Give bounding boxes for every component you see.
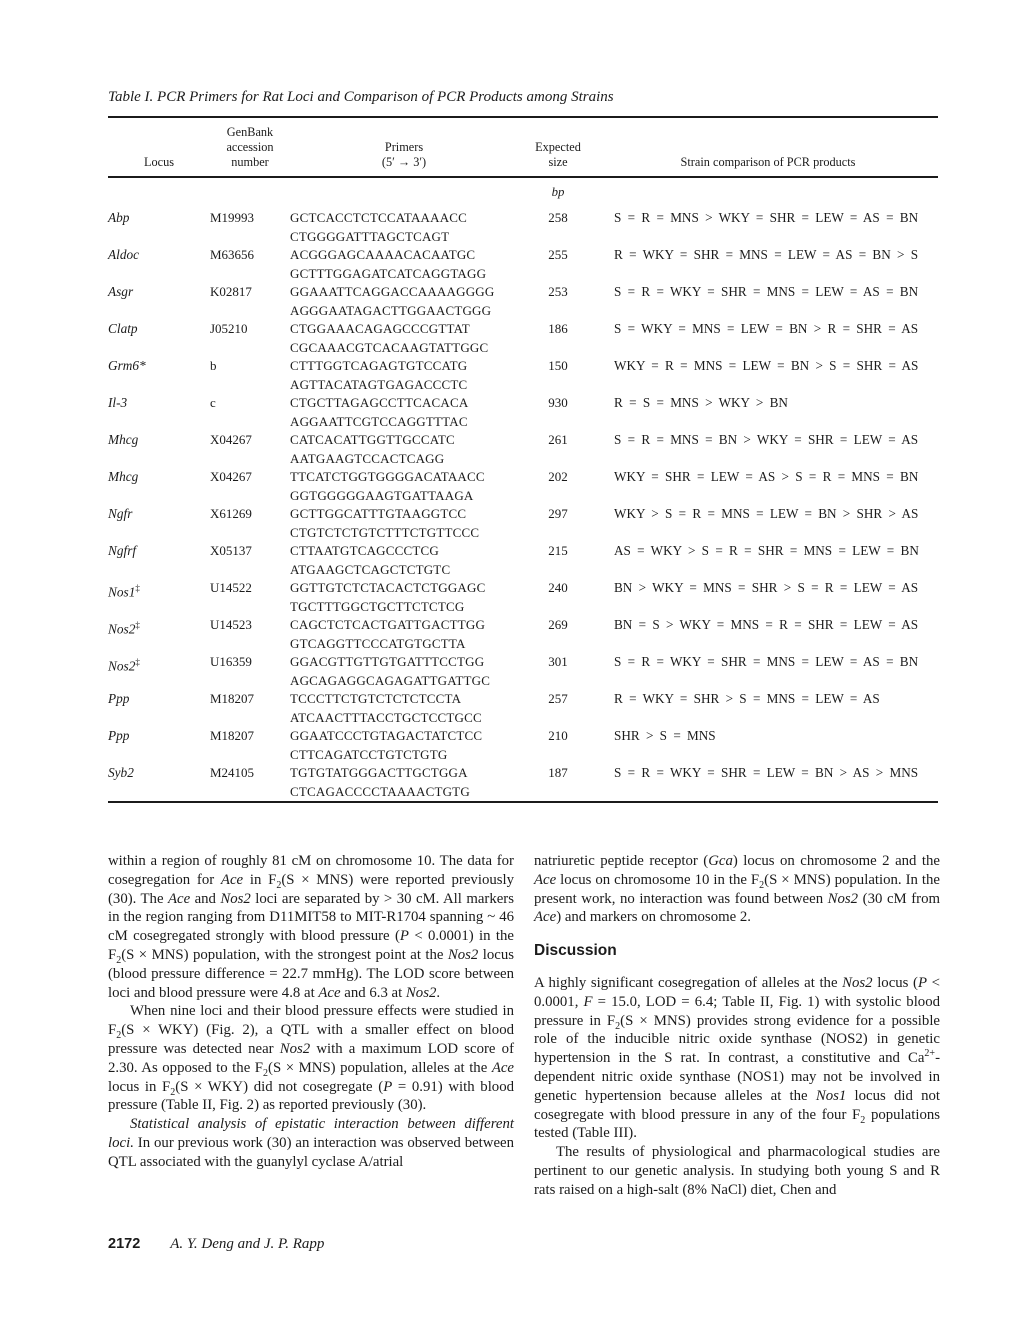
comparison-cell: S = R = WKY = SHR = MNS = LEW = AS = BN xyxy=(614,654,919,669)
primers-cell: GCTTGGCATTTGTAAGGTCC CTGTCTCTGTCTTTCTGTTCCC xyxy=(290,506,480,540)
primers-cell: TGTGTATGGGACTTGCTGGA CTCAGACCCCTAAAACTGTG xyxy=(290,765,470,799)
locus-cell: Ppp xyxy=(108,691,130,706)
primers-cell: CTGCTTAGAGCCTTCACACA AGGAATTCGTCCAGGTTTAC xyxy=(290,395,469,429)
primers-cell: GGAAATTCAGGACCAAAAGGGG AGGGAATAGACTTGGAACTGGG xyxy=(290,284,495,318)
accession-cell: M18207 xyxy=(210,728,255,743)
table-row xyxy=(108,468,938,505)
paragraph: natriuretic peptide receptor (Gca) locus on chromosome 2 and the Ace locus on chromosome 10 in the $F_2(S \times MNS)$ population. In the present work, no interaction was found between Nos2 (30 cM from Ace) and markers on chromosome 2. xyxy=(534,853,940,926)
comparison-cell: R = WKY = SHR = MNS = LEW = AS = BN > S xyxy=(614,247,919,262)
column-header-locus: Locus xyxy=(143,155,175,169)
primers-cell: GGTTGTCTCTACACTCTGGAGC TGCTTTGGCTGCTTCTCTCG xyxy=(290,580,486,614)
paragraph: within a region of roughly 81 cM on chromosome 10. The data for cosegregation for Ace in $F_2(S \times MNS)$ were reported previously (30). The Ace and Nos2 loci are separated by > 30 cM. All markers in the region ranging from D11MIT58 to MIT-R1704 spanning ~ 46 cM cosegregated strongly with blood pressure (P < 0.0001) in the $F_2(S \times MNS)$ population, with the strongest point at the Nos2 locus (blood pressure difference = 22.7 mmHg). The LOD score between loci and blood pressure were 4.8 at Ace and 6.3 at Nos2. xyxy=(108,853,515,1001)
primers-cell: CTTAATGTCAGCCCTCG ATGAAGCTCAGCTCTGTC xyxy=(290,543,451,577)
comparison-cell: S = R = MNS = BN > WKY = SHR = LEW = AS xyxy=(614,432,919,447)
comparison-cell: WKY > S = R = MNS = LEW = BN > SHR > AS xyxy=(614,506,919,521)
locus-cell: Ppp xyxy=(108,728,130,743)
locus-cell: Clatp xyxy=(108,321,138,336)
locus-cell: Syb2 xyxy=(108,765,134,780)
comparison-cell: BN > WKY = MNS = SHR > S = R = LEW = AS xyxy=(614,580,919,595)
locus-cell: Grm6* xyxy=(108,358,146,373)
comparison-cell: WKY = R = MNS = LEW = BN > S = SHR = AS xyxy=(614,358,919,373)
size-cell: 150 xyxy=(548,358,568,373)
size-cell: 258 xyxy=(548,210,568,225)
accession-cell: b xyxy=(210,358,217,373)
accession-cell: X04267 xyxy=(210,469,252,484)
accession-cell: c xyxy=(210,395,216,410)
primers-cell: CTGGAAACAGAGCCCGTTAT CGCAAACGTCACAAGTATTGGC xyxy=(290,321,489,355)
primers-cell: TTCATCTGGTGGGGACATAACC GGTGGGGGAAGTGATTAAGA xyxy=(290,469,485,503)
locus-cell: Il-3 xyxy=(108,395,128,410)
size-cell: 261 xyxy=(548,432,568,447)
page-footer xyxy=(108,1236,324,1253)
page-number: 2172 xyxy=(108,1236,141,1252)
locus-cell: Mhcg xyxy=(108,432,139,447)
paragraph: A highly significant cosegregation of alleles at the Nos2 locus (P < 0.0001, F = 15.0, LOD = 6.4; Table II, Fig. 1) with systolic blood pressure in $F_2(S \times MNS)$ provides strong evidence for a possible role of the inducible nitric oxide synthase (NOS2) in genetic hypertension in the S rat. In contrast, a constitutive and $Ca^{2+}$-dependent nitric oxide synthase (NOS1) may not be involved in genetic hypertension because alleles at the Nos1 locus did not cosegregate with blood pressure in any of the four $F_2$ populations tested (Table III). xyxy=(534,974,940,1142)
comparison-cell: R = S = MNS > WKY > BN xyxy=(614,395,788,410)
primers-cell: ACGGGAGCAAAACACAATGC GCTTTGGAGATCATCAGGTAGG xyxy=(290,247,487,281)
primers-cell: GCTCACCTCTCCATAAAACC CTGGGGATTTAGCTCAGT xyxy=(290,210,468,244)
table-row xyxy=(108,246,938,283)
accession-cell: U14523 xyxy=(210,617,252,632)
accession-cell: U14522 xyxy=(210,580,252,595)
comparison-cell: S = WKY = MNS = LEW = BN > R = SHR = AS xyxy=(614,321,919,336)
size-cell: 240 xyxy=(548,580,568,595)
table-header-row xyxy=(108,118,938,176)
comparison-cell: AS = WKY > S = R = SHR = MNS = LEW = BN xyxy=(614,543,919,558)
table-row xyxy=(108,505,938,542)
body-column-left xyxy=(108,852,514,1172)
comparison-cell: BN = S > WKY = MNS = R = SHR = LEW = AS xyxy=(614,617,919,632)
section-heading: Discussion xyxy=(534,942,617,960)
size-cell: 297 xyxy=(548,506,568,521)
accession-cell: M19993 xyxy=(210,210,255,225)
table-row xyxy=(108,209,938,246)
primers-cell: CAGCTCTCACTGATTGACTTGG GTCAGGTTCCCATGTGCTTA xyxy=(290,617,486,651)
size-cell: 187 xyxy=(548,765,568,780)
size-cell: 202 xyxy=(548,469,568,484)
accession-cell: K02817 xyxy=(210,284,252,299)
table-row xyxy=(108,764,938,801)
locus-cell: Ngfr xyxy=(108,506,133,521)
unit-row xyxy=(108,178,938,209)
table-body xyxy=(108,209,938,801)
accession-cell: X04267 xyxy=(210,432,252,447)
locus-cell: Nos1‡ xyxy=(108,583,140,600)
table-row xyxy=(108,283,938,320)
locus-cell: Ngfrf xyxy=(108,543,137,558)
table-row xyxy=(108,357,938,394)
primers-cell: CTTTGGTCAGAGTGTCCATG AGTTACATAGTGAGACCCTC xyxy=(290,358,468,392)
table-row xyxy=(108,431,938,468)
accession-cell: M24105 xyxy=(210,765,255,780)
comparison-cell: WKY = SHR = LEW = AS > S = R = MNS = BN xyxy=(614,469,919,484)
comparison-cell: S = R = WKY = SHR = MNS = LEW = AS = BN xyxy=(614,284,919,299)
locus-cell: Abp xyxy=(108,210,130,225)
table-1 xyxy=(108,88,938,803)
running-authors: A. Y. Deng and J. P. Rapp xyxy=(170,1236,325,1252)
size-cell: 301 xyxy=(548,654,568,669)
unit-label: bp xyxy=(551,185,565,199)
size-cell: 215 xyxy=(548,543,568,558)
accession-cell: X05137 xyxy=(210,543,252,558)
comparison-cell: R = WKY = SHR > S = MNS = LEW = AS xyxy=(614,691,880,706)
paragraph: Statistical analysis of epistatic interaction between different loci. In our previous work (30) an interaction was observed between QTL associated with the guanylyl cyclase A/atrial xyxy=(108,1116,514,1170)
locus-cell: Nos2‡ xyxy=(108,657,140,674)
paragraph: The results of physiological and pharmacological studies are pertinent to our genetic analysis. In studying both young S and R rats raised on a high-salt (8% NaCl) diet, Chen and xyxy=(534,1144,940,1198)
column-header-size: Expected size xyxy=(535,140,581,169)
locus-cell: Aldoc xyxy=(108,247,140,262)
size-cell: 269 xyxy=(548,617,568,632)
size-cell: 253 xyxy=(548,284,568,299)
body-column-right xyxy=(534,852,940,1200)
accession-cell: J05210 xyxy=(210,321,248,336)
table-row xyxy=(108,653,938,690)
comparison-cell: S = R = WKY = SHR = LEW = BN > AS > MNS xyxy=(614,765,919,780)
size-cell: 186 xyxy=(548,321,568,336)
table-row xyxy=(108,320,938,357)
table-row xyxy=(108,394,938,431)
table-row xyxy=(108,542,938,579)
column-header-accession: GenBank accession number xyxy=(226,125,274,169)
primers-cell: TCCCTTCTGTCTCTCTCCTA ATCAACTTTACCTGCTCCTGCC xyxy=(290,691,482,725)
primers-cell: GGAATCCCTGTAGACTATCTCC CTTCAGATCCTGTCTGTG xyxy=(290,728,483,762)
locus-cell: Asgr xyxy=(108,284,134,299)
size-cell: 257 xyxy=(548,691,568,706)
accession-cell: X61269 xyxy=(210,506,252,521)
size-cell: 255 xyxy=(548,247,568,262)
size-cell: 210 xyxy=(548,728,568,743)
primers-cell: GGACGTTGTTGTGATTTCCTGG AGCAGAGGCAGAGATTGATTGC xyxy=(290,654,491,688)
table-row xyxy=(108,579,938,616)
table-row xyxy=(108,690,938,727)
table-row xyxy=(108,727,938,764)
table-caption: Table I. PCR Primers for Rat Loci and Comparison of PCR Products among Strains xyxy=(108,89,614,105)
accession-cell: M63656 xyxy=(210,247,255,262)
table-bottom-rule xyxy=(108,801,938,803)
comparison-cell: SHR > S = MNS xyxy=(614,728,716,743)
locus-cell: Mhcg xyxy=(108,469,139,484)
table-row xyxy=(108,616,938,653)
accession-cell: M18207 xyxy=(210,691,255,706)
column-header-primers: Primers (5′ → 3′) xyxy=(381,140,427,169)
accession-cell: U16359 xyxy=(210,654,252,669)
primers-cell: CATCACATTGGTTGCCATC AATGAAGTCCACTCAGG xyxy=(290,432,455,466)
paragraph: When nine loci and their blood pressure effects were studied in $F_2(S \times WKY)$ (Fig. 2), a QTL with a smaller effect on blood pressure was detected near Nos2 with a maximum LOD score of 2.30. As opposed to the $F_2(S \times MNS)$ population, alleles at the Ace locus in $F_2(S \times WKY)$ did not cosegregate (P = 0.91) with blood pressure (Table II, Fig. 2) as reported previously (30). xyxy=(108,1003,514,1114)
column-header-comparison: Strain comparison of PCR products xyxy=(680,155,856,169)
locus-cell: Nos2‡ xyxy=(108,620,140,637)
size-cell: 930 xyxy=(548,395,568,410)
comparison-cell: S = R = MNS > WKY = SHR = LEW = AS = BN xyxy=(614,210,919,225)
